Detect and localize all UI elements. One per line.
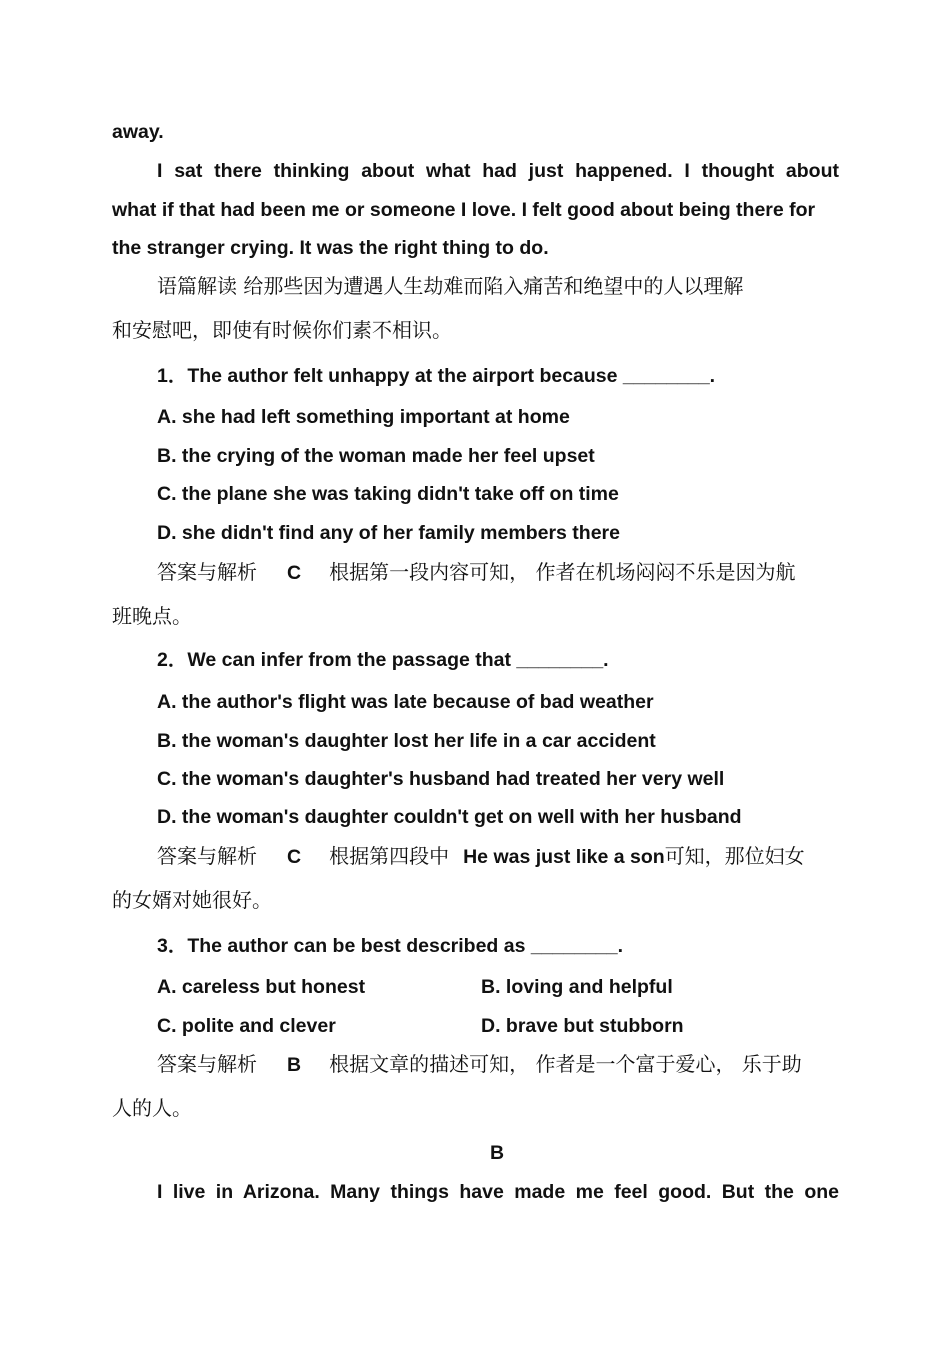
answer-key: C: [287, 562, 302, 584]
passage-text-line: the stranger crying. It was the right thing to do.: [112, 237, 549, 259]
section-heading: B: [490, 1142, 505, 1164]
option-a: A. careless but honest: [157, 976, 366, 998]
option-a: A. she had left something important at home: [157, 406, 570, 428]
option-a: A. the author's flight was late because of bad weather: [157, 691, 654, 713]
answer-analysis: [157, 844, 805, 869]
reading-interpretation: 和安慰吧，即使有时候你们素不相识。: [112, 318, 452, 342]
passage-text-line: away.: [112, 121, 164, 143]
option-c: C. the woman's daughter's husband had treated her very well: [157, 768, 725, 790]
option-c: C. polite and clever: [157, 1015, 336, 1037]
option-d: D. she didn't find any of her family members there: [157, 522, 620, 544]
analysis-text: 班晚点。: [112, 604, 192, 628]
analysis-quote: He was just like a son: [463, 846, 665, 868]
question-stem: 3．The author can be best described as ________.: [157, 935, 624, 957]
answer-key: B: [287, 1054, 302, 1076]
question-stem: 2．We can infer from the passage that ________.: [157, 649, 609, 671]
answer-key: C: [287, 846, 302, 868]
reading-interpretation: 语篇解读 给那些因为遭遇人生劫难而陷入痛苦和绝望中的人以理解: [157, 274, 744, 298]
option-b: B. the crying of the woman made her feel upset: [157, 445, 595, 467]
analysis-text: 人的人。: [112, 1096, 192, 1120]
analysis-text: 的女婿对她很好。: [112, 888, 272, 912]
analysis-text: 可知，那位妇女: [664, 844, 805, 868]
answer-label: 答案与解析: [157, 1052, 257, 1076]
analysis-text: 根据第四段中: [329, 844, 450, 868]
option-b: B. the woman's daughter lost her life in a car accident: [157, 730, 656, 752]
option-d: D. the woman's daughter couldn't get on well with her husband: [157, 806, 742, 828]
analysis-text: 根据文章的描述可知， 作者是一个富于爱心， 乐于助: [329, 1052, 802, 1076]
analysis-text: 根据第一段内容可知， 作者在机场闷闷不乐是因为航: [329, 560, 796, 584]
passage-text-line: I sat there thinking about what had just happened. I thought about: [157, 160, 839, 182]
answer-label: 答案与解析: [157, 844, 257, 868]
option-c: C. the plane she was taking didn't take off on time: [157, 483, 619, 505]
option-b: B. loving and helpful: [481, 976, 673, 998]
answer-label: 答案与解析: [157, 560, 257, 584]
answer-analysis: [157, 1052, 802, 1077]
option-d: D. brave but stubborn: [481, 1015, 684, 1037]
passage-text-line: what if that had been me or someone I love. I felt good about being there for: [112, 199, 816, 221]
passage-text-line: I live in Arizona. Many things have made me feel good. But the one: [157, 1181, 839, 1203]
answer-analysis: [157, 560, 795, 585]
question-stem: 1．The author felt unhappy at the airport because ________.: [157, 365, 716, 387]
